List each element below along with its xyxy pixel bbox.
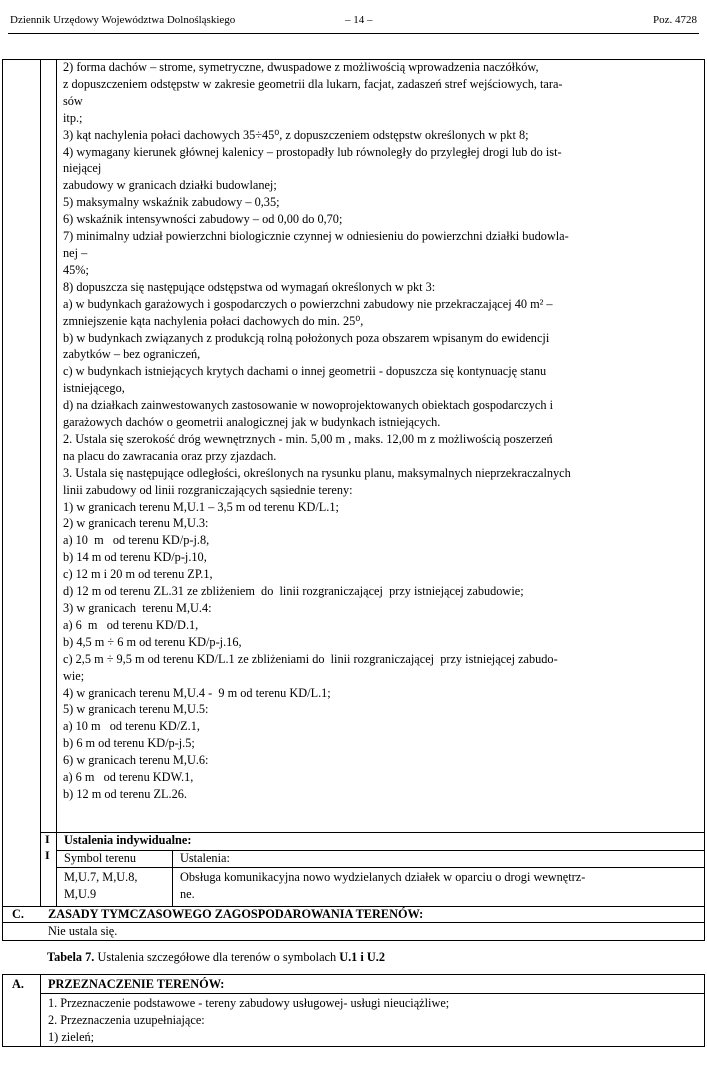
section-a-content: 1. Przeznaczenie podstawowe - tereny zabudowy usługowej- usługi nieuciążliwe; 2. Przeznaczenia uzupełniające: 1) zieleń; (48, 996, 450, 1044)
individual-header-rule (56, 850, 704, 851)
row-setting: Obsługa komunikacyjna nowo wydzielanych działek w oparciu o drogi wewnętrz- ne. (180, 870, 586, 901)
text-line: a) 10 m od terenu KD/Z.1, (63, 719, 200, 734)
text-line: zmniejszenie kąta nachylenia połaci dachowych do min. 25⁰, (63, 313, 364, 328)
section-c-title: ZASADY TYMCZASOWEGO ZAGOSPODAROWANIA TERENÓW: (48, 907, 424, 921)
text-line: itp.; (63, 110, 83, 125)
header-rule (8, 33, 699, 34)
text-line: 3) kąt nachylenia połaci dachowych 35÷45⁰, z dopuszczeniem odstępstw określonych w pkt 8; (63, 127, 529, 142)
text-line: 5) w granicach terenu M,U.5: (63, 702, 209, 717)
text-line: 7) minimalny udział powierzchni biologicznie czynnej w odniesieniu do powierzchni działki budowla- (63, 229, 569, 244)
text-line: 6) wskaźnik intensywności zabudowy – od 0,00 do 0,70; (63, 212, 343, 227)
text-line: z dopuszczeniem odstępstw w zakresie geometrii dla lukarn, facjat, zadaszeń stref wejściowych, tara- (63, 76, 563, 91)
text-line: 8) dopuszcza się następujące odstępstwa od wymagań określonych w pkt 3: (63, 279, 436, 294)
text-line: 4) wymagany kierunek głównej kalenicy – prostopadły lub równoległy do przyległej drogi lub do ist- (63, 144, 562, 159)
page-number: – 14 – (345, 14, 373, 26)
text-line: d) na działkach zainwestowanych zastosowanie w nowoprojektowanych obiektach gospodarczych i (63, 398, 553, 413)
table7-bottom-border (2, 1046, 704, 1047)
col-divider-1 (40, 59, 41, 907)
table-bottom-border (2, 940, 704, 941)
text-line: na placu do zawracania oraz przy zjazdach. (63, 448, 277, 463)
text-line: c) 12 m i 20 m od terenu ZP.1, (63, 567, 213, 582)
text-line: niejącej (63, 161, 102, 176)
text-line: zabytków – bez ograniczeń, (63, 347, 201, 362)
col-divider-2 (56, 59, 57, 907)
text-line: 2) w granicach terenu M,U.3: (63, 516, 209, 531)
text-line: 1) w granicach terenu M,U.1 – 3,5 m od terenu KD/L.1; (63, 499, 339, 514)
text-line: 2. Ustala się szerokość dróg wewnętrznych - min. 5,00 m , maks. 12,00 m z możliwością poszerzeń (63, 431, 553, 446)
section-c-right-border (704, 906, 705, 941)
text-line: zabudowy w granicach działki budowlanej; (63, 178, 277, 193)
row-symbol: M,U.7, M,U.8, M,U.9 (64, 870, 138, 901)
roman-numeral-2: I (45, 848, 50, 862)
text-line: 6) w granicach terenu M,U.6: (63, 753, 209, 768)
text-line: a) 6 m od terenu KD/D.1, (63, 617, 199, 632)
text-line: istniejącego, (63, 381, 125, 396)
text-line: c) 2,5 m ÷ 9,5 m od terenu KD/L.1 ze zbliżeniami do linii rozgraniczającej przy istniejącej zabudo- (63, 651, 558, 666)
text-line: linii zabudowy od linii rozgraniczających sąsiednie tereny: (63, 482, 353, 497)
text-line: 3) w granicach terenu M,U.4: (63, 601, 212, 615)
section-c-text: Nie ustala się. (48, 924, 118, 938)
section-b-content (63, 59, 703, 803)
col-settings-header: Ustalenia: (180, 851, 230, 865)
col-symbol-header: Symbol terenu (64, 851, 137, 865)
table7-right-border (704, 974, 705, 1047)
text-line: wie; (63, 668, 85, 683)
text-line: b) w budynkach związanych z produkcją rolną położonych poza obszarem wpisanym do ewidencji (63, 330, 550, 345)
text-line: nej – (63, 245, 88, 260)
inner-row-rule (56, 867, 704, 868)
text-line: 45%; (63, 262, 89, 277)
text-line: 2) forma dachów – strome, symetryczne, dwuspadowe z możliwością wprowadzenia naczółków, (63, 60, 539, 74)
text-line: a) 6 m od terenu KDW.1, (63, 770, 194, 785)
section-a-letter: A. (12, 977, 24, 991)
table-right-border (704, 59, 705, 907)
table7-col-divider (40, 974, 41, 1047)
text-line: garażowych dachów o geometrii analogicznej jak w budynkach istniejących. (63, 415, 441, 430)
section-c-letter: C. (12, 907, 24, 921)
text-line: b) 6 m od terenu KD/p-j.5; (63, 736, 195, 751)
text-line: 5) maksymalny wskaźnik zabudowy – 0,35; (63, 195, 280, 210)
page-header (10, 14, 697, 30)
text-line: b) 14 m od terenu KD/p-j.10, (63, 550, 207, 565)
table7-left-border (2, 974, 3, 1047)
journal-title: Dziennik Urzędowy Województwa Dolnośląskiego (10, 14, 236, 26)
inner-col-divider (172, 850, 173, 907)
text-line: sów (63, 93, 83, 108)
text-line: a) w budynkach garażowych i gospodarczych o powierzchni zabudowy nie przekraczającej 40 m² – (63, 296, 553, 311)
section-a-rule (40, 993, 704, 994)
text-line: 4) w granicach terenu M,U.4 - 9 m od terenu KD/L.1; (63, 685, 331, 700)
table-caption: Tabela 7. Ustalenia szczegółowe dla terenów o symbolach U.1 i U.2 (47, 950, 385, 964)
position-number: Poz. 4728 (653, 14, 697, 26)
section-a-title: PRZEZNACZENIE TERENÓW: (48, 977, 225, 991)
text-line: a) 10 m od terenu KD/p-j.8, (63, 533, 210, 548)
text-line: 3. Ustala się następujące odległości, określonych na rysunku planu, maksymalnych nieprzekraczalnych (63, 465, 571, 480)
individual-title: Ustalenia indywidualne: (64, 833, 192, 847)
text-line: c) w budynkach istniejących krytych dachami o innej geometrii - dopuszcza się kontynuację stanu (63, 364, 547, 379)
text-line: b) 4,5 m ÷ 6 m od terenu KD/p-j.16, (63, 634, 242, 649)
table7-top-border (2, 974, 704, 975)
text-line: d) 12 m od terenu ZL.31 ze zbliżeniem do linii rozgraniczającej przy istniejącej zabudowie; (63, 584, 524, 599)
section-c-mid-rule (2, 922, 704, 923)
table-left-border (2, 59, 3, 941)
text-line: b) 12 m od terenu ZL.26. (63, 786, 187, 801)
roman-numeral: I (45, 832, 50, 846)
